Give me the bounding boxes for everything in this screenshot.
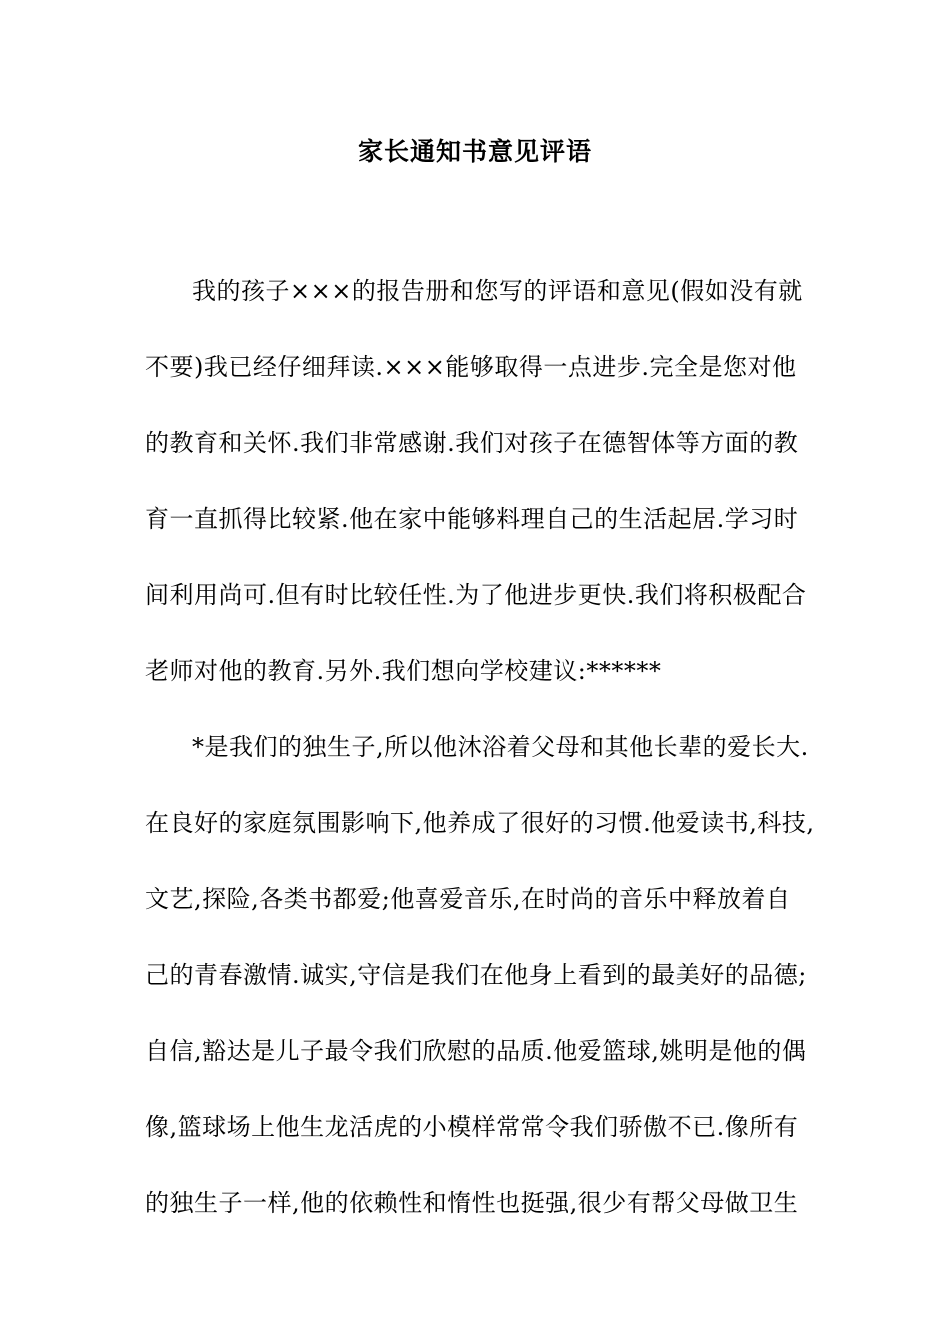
paragraph-2-line-5: 自信,豁达是儿子最令我们欣慰的品质.他爱篮球,姚明是他的偶 (145, 1037, 807, 1065)
paragraph-1-line-3: 的教育和关怀.我们非常感谢.我们对孩子在德智体等方面的教 (145, 429, 799, 457)
paragraph-1-line-2: 不要)我已经仔细拜读.×××能够取得一点进步.完全是您对他 (145, 353, 797, 381)
paragraph-1-line-1: 我的孩子×××的报告册和您写的评语和意见(假如没有就 (192, 277, 803, 305)
paragraph-2-line-1: *是我们的独生子,所以他沐浴着父母和其他长辈的爱长大. (192, 733, 809, 761)
paragraph-1-line-6: 老师对他的教育.另外.我们想向学校建议:****** (145, 657, 662, 685)
paragraph-2-line-3: 文艺,探险,各类书都爱;他喜爱音乐,在时尚的音乐中释放着自 (145, 885, 791, 913)
paragraph-2-line-7: 的独生子一样,他的依赖性和惰性也挺强,很少有帮父母做卫生 (145, 1189, 799, 1217)
document-body (145, 253, 815, 1241)
paragraph-2-line-6: 像,篮球场上他生龙活虎的小模样常常令我们骄傲不已.像所有 (145, 1113, 799, 1141)
paragraph-1-line-5: 间利用尚可.但有时比较任性.为了他进步更快.我们将积极配合 (145, 581, 807, 609)
paragraph-1-line-4: 育一直抓得比较紧.他在家中能够料理自己的生活起居.学习时 (145, 505, 799, 533)
document-title: 家长通知书意见评语 (357, 137, 592, 166)
paragraph-2-line-2: 在良好的家庭氛围影响下,他养成了很好的习惯.他爱读书,科技, (145, 809, 815, 837)
paragraph-2-line-4: 己的青春激情.诚实,守信是我们在他身上看到的最美好的品德; (145, 961, 807, 989)
